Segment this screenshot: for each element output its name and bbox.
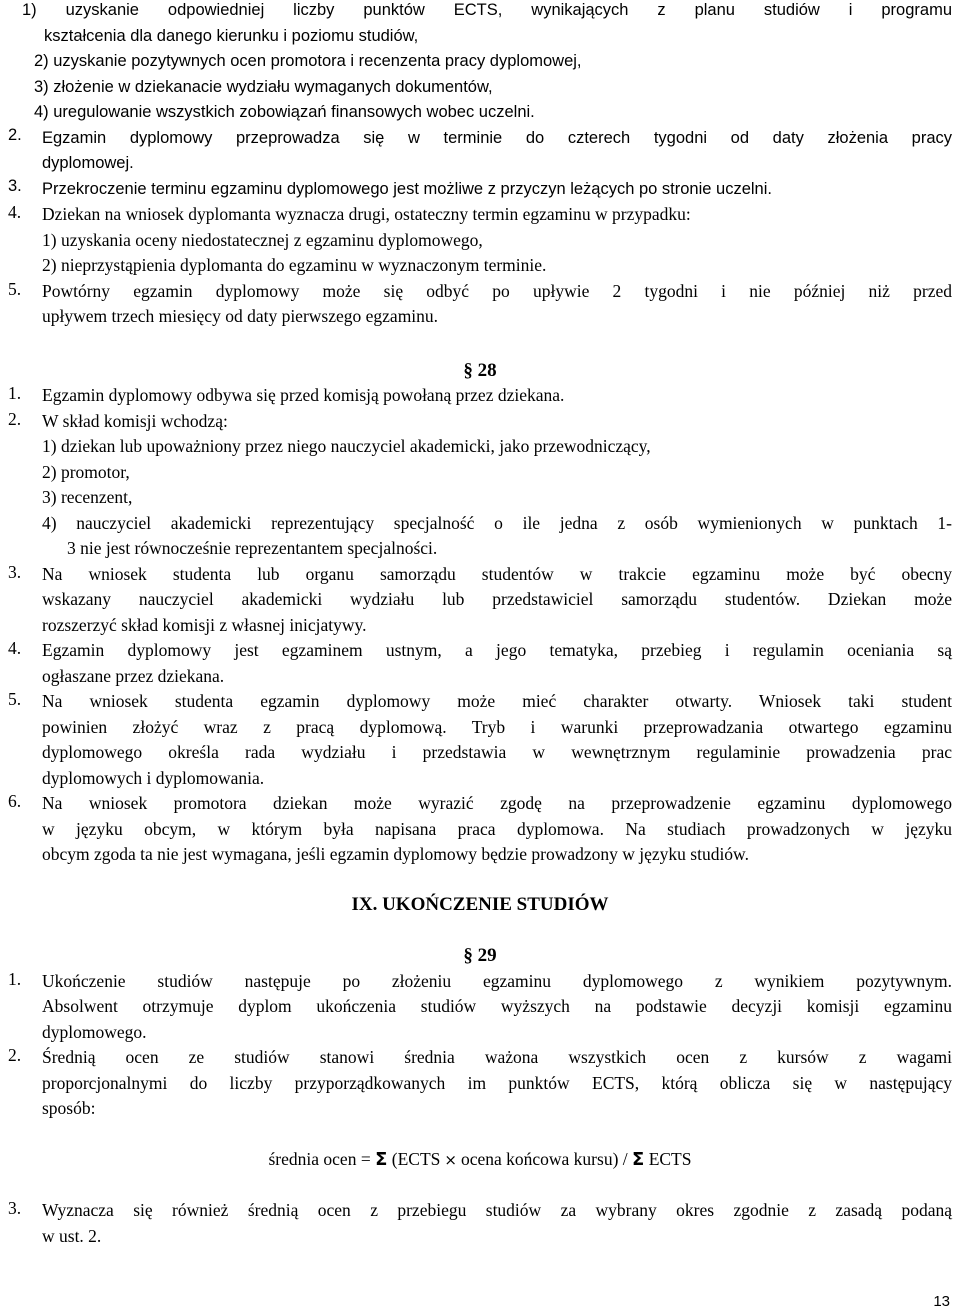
paragraph-number: 4. (8, 638, 22, 658)
paragraph-text: Średnią ocen ze studiów stanowi średnia ważona wszystkich ocen z kursów z wagami (42, 1047, 952, 1067)
paragraph-text: Egzamin dyplomowy jest egzaminem ustnym, a jego tematyka, przebieg i regulamin oceniania są (42, 640, 952, 660)
paragraph-3 (8, 562, 952, 639)
paragraph-text: dyplomowych i dyplomowania. (42, 767, 265, 788)
paragraph-2 (8, 126, 952, 177)
sigma-symbol: Σ (632, 1148, 645, 1170)
paragraph-4 (8, 638, 952, 689)
weighted-average-formula (8, 1147, 952, 1173)
list-item: 3) recenzent, (42, 487, 133, 507)
paragraph-text: Egzamin dyplomowy przeprowadza się w terminie do czterech tygodni od daty złożenia pracy (42, 128, 952, 147)
times-symbol: × (444, 1150, 457, 1169)
paragraph-text: wskazany nauczyciel akademicki wydziału lub przedstawiciel samorządu studentów. Dziekan może (42, 589, 952, 609)
paragraph-text: Na wniosek studenta egzamin dyplomowy może mieć charakter otwarty. Wniosek taki student (42, 691, 952, 711)
section-29 (8, 969, 952, 1250)
paragraph-text: Egzamin dyplomowy odbywa się przed komisją powołaną przez dziekana. (42, 385, 565, 405)
paragraph-number: 2. (8, 125, 22, 144)
paragraph-text: sposób: (42, 1098, 96, 1118)
paragraph-text: rozszerzyć skład komisji z własnej inicjatywy. (42, 614, 367, 635)
section-27-rest-serif (8, 202, 952, 330)
paragraph-text: Powtórny egzamin dyplomowy może się odbyć po upływie 2 tygodni i nie później niż przed (42, 280, 952, 301)
section-28 (8, 383, 952, 868)
paragraph-number: 4. (8, 202, 22, 222)
paragraph-1 (8, 969, 952, 1046)
paragraph-4 (8, 202, 952, 279)
paragraph-number: 3. (8, 1198, 22, 1218)
paragraph-text: upływem trzech miesięcy od daty pierwszego egzaminu. (42, 306, 439, 326)
paragraph-text: Na wniosek studenta lub organu samorządu studentów w trakcie egzaminu może być obecny (42, 563, 952, 584)
paragraph-1 (8, 383, 952, 409)
sigma-symbol: Σ (375, 1148, 388, 1170)
paragraph-number: 2. (8, 408, 22, 429)
chapter-title: IX. UKOŃCZENIE STUDIÓW (351, 893, 609, 915)
paragraph-number: 3. (8, 176, 22, 195)
paragraph-text: w ust. 2. (42, 1225, 102, 1246)
paragraph-text: W skład komisji wchodzą: (42, 410, 228, 431)
requirements-list (22, 0, 952, 126)
paragraph-number: 1. (8, 383, 22, 403)
paragraph-3 (8, 177, 952, 203)
paragraph-6 (8, 791, 952, 868)
paragraph-number: 1. (8, 968, 22, 989)
paragraph-text: w języku obcym, w którym była napisana praca dyplomowa. Na studiach prowadzonych w języku (42, 818, 952, 839)
document-page (8, 0, 952, 1249)
formula-term: ocena końcowa kursu) / (460, 1148, 628, 1169)
paragraph-number: 5. (8, 689, 22, 709)
section-title: § 29 (463, 945, 497, 966)
list-item: 4) uregulowanie wszystkich zobowiązań finansowych wobec uczelni. (34, 103, 535, 121)
list-item: 1) uzyskania oceny niedostatecznej z egzaminu dyplomowego, (42, 229, 483, 250)
paragraph-3 (8, 1198, 952, 1249)
paragraph-text: Na wniosek promotora dziekan może wyrazić zgodę na przeprowadzenie egzaminu dyplomowego (42, 793, 952, 813)
list-item: 2) nieprzystąpienia dyplomanta do egzaminu w wyznaczonym terminie. (42, 255, 547, 275)
formula-term: ECTS (648, 1148, 692, 1169)
paragraph-text: Absolwent otrzymuje dyplom ukończenia studiów wyższych na podstawie decyzji komisji egzaminu (42, 996, 952, 1016)
list-item: 4) nauczyciel akademicki reprezentujący specjalność o ile jedna z osób wymienionych w punktach 1- (42, 512, 952, 533)
paragraph-number: 2. (8, 1045, 22, 1065)
paragraph-number: 6. (8, 791, 22, 811)
paragraph-text: dyplomowego. (42, 1021, 147, 1042)
section-title: § 28 (463, 359, 497, 381)
list-item-cont: kształcenia dla danego kierunku i poziomu studiów, (44, 26, 419, 45)
paragraph-text: obcym zgoda ta nie jest wymagana, jeśli egzamin dyplomowy będzie prowadzony w języku studiów. (42, 844, 749, 864)
paragraph-5 (8, 279, 952, 330)
paragraph-2 (8, 409, 952, 562)
section-27-rest (8, 126, 952, 203)
paragraph-text: Ukończenie studiów następuje po złożeniu egzaminu dyplomowego z wynikiem pozytywnym. (42, 970, 952, 991)
list-item: 2) uzyskanie pozytywnych ocen promotora i recenzenta pracy dyplomowej, (34, 52, 582, 70)
paragraph-text: Przekroczenie terminu egzaminu dyplomowego jest możliwe z przyczyn leżących po stronie uczelni. (42, 179, 772, 198)
list-item: 3) złożenie w dziekanacie wydziału wymaganych dokumentów, (34, 77, 493, 96)
paragraph-text: proporcjonalnymi do liczby przyporządkowanych im punktów ECTS, którą oblicza się w następujący (42, 1072, 952, 1093)
paragraph-text: Dziekan na wniosek dyplomanta wyznacza drugi, ostateczny termin egzaminu w przypadku: (42, 204, 691, 224)
paragraph-text: powinien złożyć wraz z pracą dyplomową. Tryb i warunki przeprowadzania otwartego egzaminu (42, 716, 952, 737)
paragraph-number: 3. (8, 561, 22, 582)
paragraph-text: dyplomowego określa rada wydziału i przedstawia w wewnętrznym regulaminie prowadzenia prac (42, 742, 952, 762)
list-item: 1) dziekan lub upoważniony przez niego nauczyciel akademicki, jako przewodniczący, (42, 436, 651, 456)
paragraph-text: ogłaszane przez dziekana. (42, 665, 225, 686)
paragraph-text: dyplomowej. (42, 154, 134, 172)
page-number: 13 (933, 1293, 950, 1310)
list-item: 2) promotor, (42, 461, 130, 482)
list-item-cont: 3 nie jest równocześnie reprezentantem specjalności. (67, 538, 438, 558)
paragraph-text: Wyznacza się również średnią ocen z przebiegu studiów za wybrany okres zgodnie z zasadą podaną (42, 1200, 952, 1220)
formula-lhs: średnia ocen = (268, 1148, 371, 1169)
paragraph-2 (8, 1045, 952, 1122)
list-item: 1) uzyskanie odpowiedniej liczby punktów ECTS, wynikających z planu studiów i programu (22, 1, 952, 19)
paragraph-number: 5. (8, 278, 22, 299)
paragraph-5 (8, 689, 952, 791)
formula-term: (ECTS (391, 1148, 441, 1169)
